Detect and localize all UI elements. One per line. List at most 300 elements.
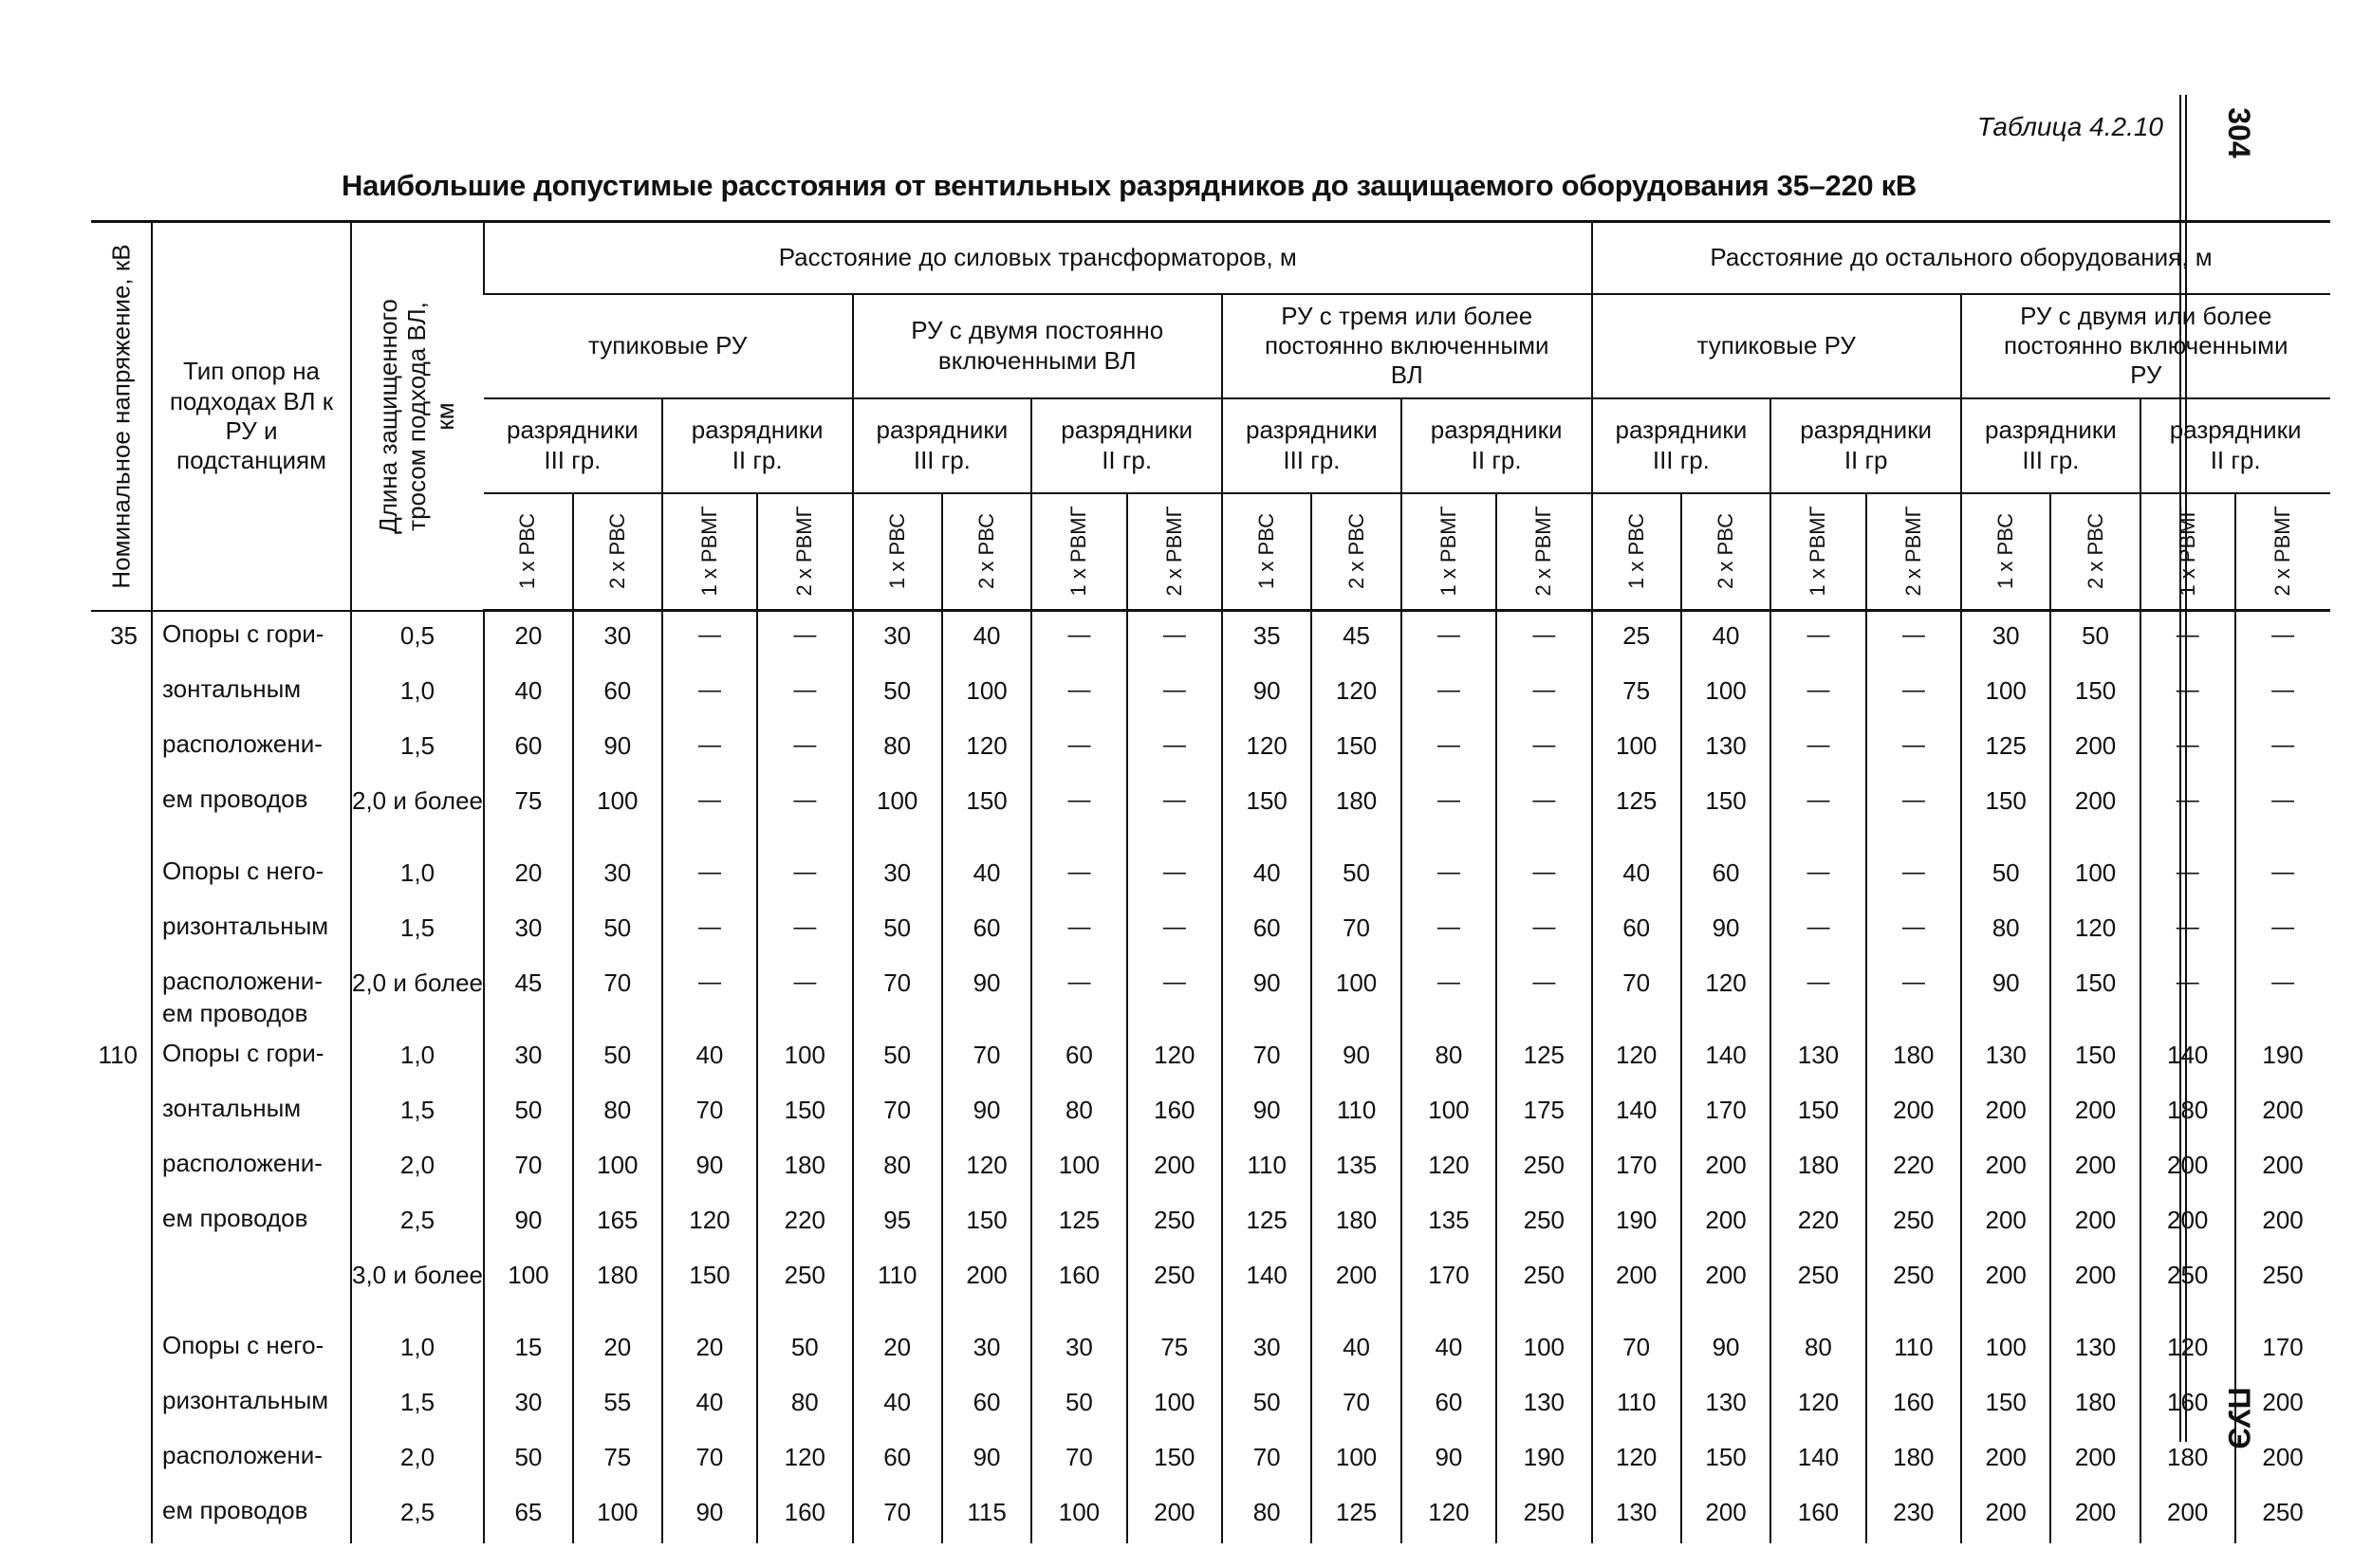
distance-cell: 70	[1222, 1031, 1311, 1086]
distance-cell: 250	[1496, 1251, 1591, 1323]
support-type-cell: ем проводов	[152, 1196, 351, 1251]
distance-cell: —	[1401, 667, 1496, 722]
distance-cell: 100	[573, 777, 662, 849]
support-type-header: Тип опор на подходах ВЛ к РУ и подстанциям	[152, 222, 351, 611]
distance-cell: —	[757, 777, 852, 849]
length-cell: 2,0 и более	[351, 959, 484, 1031]
distance-cell: 60	[942, 904, 1031, 959]
ru-two-more-header: РУ с двумя или более постоянно включенными РУ	[1961, 294, 2330, 398]
distance-cell: —	[1127, 959, 1222, 1031]
distance-cell: 45	[484, 959, 573, 1031]
distance-cell: 40	[853, 1378, 942, 1433]
distance-cell: 160	[1127, 1086, 1222, 1141]
distance-cell: 30	[484, 904, 573, 959]
distance-cell: 20	[484, 611, 573, 667]
distance-cell: 150	[1681, 777, 1770, 849]
support-type-cell: ризонтальным	[152, 904, 351, 959]
distance-cell: 90	[1222, 1086, 1311, 1141]
support-type-cell: зонтальным	[152, 667, 351, 722]
distance-cell: 95	[853, 1196, 942, 1251]
distance-cell: 125	[1496, 1031, 1591, 1086]
sub-header-2rvmg: 2 х РВМГ	[1127, 493, 1222, 611]
distance-cell: —	[2140, 959, 2235, 1031]
distance-cell: —	[1770, 611, 1865, 667]
distance-cell: 80	[1401, 1031, 1496, 1086]
distance-cell: 100	[1401, 1086, 1496, 1141]
sub-header-1rvmg: 1 х РВМГ	[1401, 493, 1496, 611]
length-cell: 1,5	[351, 904, 484, 959]
distance-cell: 70	[1592, 959, 1681, 1031]
distance-cell: 100	[573, 1141, 662, 1196]
sub-header-1rvmg: 1 х РВМГ	[1031, 493, 1126, 611]
distance-cell: 90	[942, 1086, 1031, 1141]
support-type-cell: Опоры с него-	[152, 1323, 351, 1378]
distance-cell: 40	[662, 1031, 757, 1086]
distance-cell: 50	[853, 667, 942, 722]
distance-cell: 75	[1127, 1323, 1222, 1378]
distance-cell: —	[2140, 849, 2235, 904]
distance-cell: 180	[2140, 1433, 2235, 1488]
distance-cell: 190	[1592, 1196, 1681, 1251]
distance-cell: —	[1031, 667, 1126, 722]
distance-cell: 200	[1961, 1488, 2050, 1543]
distance-cell: 150	[1961, 1378, 2050, 1433]
distance-cell: 180	[1866, 1433, 1961, 1488]
distance-cell: 20	[484, 849, 573, 904]
distance-cell: 100	[484, 1251, 573, 1323]
sub-header-1rvmg: 1 х РВМГ	[662, 493, 757, 611]
distance-cell: —	[1496, 959, 1591, 1031]
length-cell: 3,0 и более	[351, 1251, 484, 1323]
sub-header-2rvs: 2 х РВС	[1311, 493, 1400, 611]
table-row	[91, 1196, 2330, 1251]
distance-cell: 250	[1127, 1251, 1222, 1323]
distance-cell: 150	[1961, 777, 2050, 849]
distance-cell: 190	[2235, 1031, 2330, 1086]
distance-cell: —	[757, 722, 852, 777]
distance-cell: —	[1127, 849, 1222, 904]
distance-cell: 40	[942, 849, 1031, 904]
distance-cell: 60	[1401, 1378, 1496, 1433]
distance-cell: —	[1496, 777, 1591, 849]
distance-cell: 100	[1031, 1488, 1126, 1543]
distance-cell: 90	[1681, 1323, 1770, 1378]
distance-cell: —	[662, 849, 757, 904]
voltage-cell: 35	[110, 620, 138, 650]
support-type-cell: ем проводов	[152, 777, 351, 849]
distance-cell: 30	[1961, 611, 2050, 667]
arrester-group-header: разрядники III гр.	[853, 398, 1032, 493]
distance-cell: 150	[2050, 1031, 2140, 1086]
distance-cell: —	[1866, 959, 1961, 1031]
voltage-cell	[91, 1488, 152, 1543]
distance-cell: 200	[1961, 1141, 2050, 1196]
distance-cell: 90	[1681, 904, 1770, 959]
sub-header-1rvs: 1 х РВС	[484, 493, 573, 611]
length-cell: 0,5	[351, 611, 484, 667]
distance-cell: 250	[1866, 1251, 1961, 1323]
distance-cell: —	[1031, 849, 1126, 904]
distance-cell: 50	[853, 904, 942, 959]
distance-cell: 100	[853, 777, 942, 849]
distance-cell: 120	[1681, 959, 1770, 1031]
distance-cell: 30	[942, 1323, 1031, 1378]
distance-cell: 130	[1496, 1378, 1591, 1433]
distance-cell: 70	[853, 1488, 942, 1543]
distance-cell: 250	[757, 1251, 852, 1323]
distance-cell: 50	[1311, 849, 1400, 904]
voltage-cell	[91, 1323, 152, 1378]
distance-cell: —	[1496, 722, 1591, 777]
distance-cell: —	[2235, 849, 2330, 904]
distance-cell: —	[757, 904, 852, 959]
sub-header-2rvmg: 2 х РВМГ	[757, 493, 852, 611]
distance-cell: 150	[2050, 667, 2140, 722]
distance-cell: 90	[1961, 959, 2050, 1031]
distance-cell: 30	[573, 849, 662, 904]
distance-cell: 130	[1770, 1031, 1865, 1086]
voltage-cell	[91, 667, 152, 722]
distance-cell: 250	[1770, 1251, 1865, 1323]
sub-header-1rvs: 1 х РВС	[853, 493, 942, 611]
ru-three-lines-header: РУ с тремя или более постоянно включенными ВЛ	[1222, 294, 1592, 398]
distance-cell: 60	[1592, 904, 1681, 959]
distance-cell: —	[2140, 667, 2235, 722]
distance-cell: —	[662, 611, 757, 667]
distance-cell: 180	[1770, 1141, 1865, 1196]
distance-cell: 160	[1770, 1488, 1865, 1543]
distance-cell: —	[1401, 849, 1496, 904]
distance-cell: 160	[1031, 1251, 1126, 1323]
distance-cell: 250	[1496, 1141, 1591, 1196]
length-cell: 1,0	[351, 849, 484, 904]
distance-cell: 100	[1311, 959, 1400, 1031]
distance-cell: 70	[1311, 1378, 1400, 1433]
table-row	[91, 611, 2330, 667]
distance-cell: 120	[1401, 1141, 1496, 1196]
distance-cell: 100	[1961, 667, 2050, 722]
distance-cell: 170	[1681, 1086, 1770, 1141]
distance-cell: 140	[1592, 1086, 1681, 1141]
distance-cell: 40	[1401, 1323, 1496, 1378]
distance-cell: 120	[2140, 1323, 2235, 1378]
distance-cell: 125	[1961, 722, 2050, 777]
distance-cell: 90	[484, 1196, 573, 1251]
distance-cell: —	[1496, 849, 1591, 904]
distance-cell: 125	[1592, 777, 1681, 849]
distance-cell: 200	[2140, 1488, 2235, 1543]
arrester-group-header: разрядники III гр.	[1961, 398, 2140, 493]
distance-cell: 200	[2140, 1196, 2235, 1251]
voltage-cell	[91, 1141, 152, 1196]
distance-cell: 180	[1311, 1196, 1400, 1251]
distance-cell: —	[1127, 611, 1222, 667]
distance-cell: 60	[573, 667, 662, 722]
sub-header-1rvs: 1 х РВС	[1222, 493, 1311, 611]
distance-cell: 220	[1770, 1196, 1865, 1251]
distance-cell: 180	[2140, 1086, 2235, 1141]
distance-cell: —	[1770, 722, 1865, 777]
sub-header-2rvs: 2 х РВС	[573, 493, 662, 611]
length-cell: 2,5	[351, 1488, 484, 1543]
distance-cell: 65	[484, 1488, 573, 1543]
distance-cell: 200	[2050, 722, 2140, 777]
cable-length-header: Длина защищенного тросом подхода ВЛ, км	[351, 222, 484, 611]
distance-cell: 40	[662, 1378, 757, 1433]
table-body	[91, 611, 2330, 1543]
length-cell: 2,5	[351, 1196, 484, 1251]
distance-cell: —	[757, 667, 852, 722]
distance-cell: 120	[1770, 1378, 1865, 1433]
distance-cell: —	[1031, 722, 1126, 777]
distance-cell: 150	[662, 1251, 757, 1323]
distance-cell: 100	[1496, 1323, 1591, 1378]
distance-cell: 170	[2235, 1323, 2330, 1378]
distance-cell: 180	[573, 1251, 662, 1323]
distance-cell: 200	[2050, 1086, 2140, 1141]
distance-cell: 200	[1961, 1196, 2050, 1251]
distance-cell: 50	[573, 904, 662, 959]
distance-cell: 180	[1311, 777, 1400, 849]
sub-header-2rvmg: 2 х РВМГ	[1496, 493, 1591, 611]
table-row	[91, 959, 2330, 1031]
distance-cell: 55	[573, 1378, 662, 1433]
distance-cell: —	[1866, 777, 1961, 849]
distance-cell: 125	[1222, 1196, 1311, 1251]
distance-cell: 70	[853, 1086, 942, 1141]
distance-cell: —	[662, 904, 757, 959]
distance-cell: 150	[1681, 1433, 1770, 1488]
distance-cell: 110	[1311, 1086, 1400, 1141]
voltage-cell	[91, 1196, 152, 1251]
distance-cell: 110	[1222, 1141, 1311, 1196]
distance-cell: —	[1770, 904, 1865, 959]
table-row	[91, 1488, 2330, 1543]
distance-cell: 20	[573, 1323, 662, 1378]
distance-cell: —	[757, 959, 852, 1031]
distance-cell: 130	[1961, 1031, 2050, 1086]
distance-cell: —	[1496, 611, 1591, 667]
ru-two-lines-header: РУ с двумя постоянно включенными ВЛ	[853, 294, 1223, 398]
distance-cell: 170	[1401, 1251, 1496, 1323]
distance-cell: 115	[942, 1488, 1031, 1543]
distance-cell: 200	[1681, 1488, 1770, 1543]
distance-cell: 90	[573, 722, 662, 777]
sub-header-2rvmg: 2 х РВМГ	[2235, 493, 2330, 611]
distance-cell: 120	[1127, 1031, 1222, 1086]
distance-cell: 100	[1127, 1378, 1222, 1433]
arrester-group-header: разрядники III гр.	[1592, 398, 1771, 493]
distance-cell: 110	[1866, 1323, 1961, 1378]
distance-cell: 40	[484, 667, 573, 722]
distance-cell: 40	[1222, 849, 1311, 904]
distance-cell: 120	[1592, 1031, 1681, 1086]
distance-cell: 20	[853, 1323, 942, 1378]
distance-cell: 60	[1222, 904, 1311, 959]
support-type-cell: ризонтальным	[152, 1378, 351, 1433]
distance-cell: —	[1866, 611, 1961, 667]
distance-cell: 80	[1961, 904, 2050, 959]
distance-cell: 150	[1222, 777, 1311, 849]
distance-cell: —	[1770, 777, 1865, 849]
distance-cell: 90	[1222, 959, 1311, 1031]
distances-table	[91, 220, 2330, 1543]
distance-cell: 30	[853, 849, 942, 904]
distance-cell: 180	[2050, 1378, 2140, 1433]
distance-cell: 200	[2235, 1196, 2330, 1251]
distance-cell: 160	[2140, 1378, 2235, 1433]
sub-header-1rvs: 1 х РВС	[1592, 493, 1681, 611]
distance-cell: 180	[757, 1141, 852, 1196]
distance-cell: 75	[573, 1433, 662, 1488]
distance-cell: 140	[1222, 1251, 1311, 1323]
support-type-cell: расположени-	[152, 722, 351, 777]
distance-cell: 40	[1311, 1323, 1400, 1378]
table-row	[91, 849, 2330, 904]
table-header	[91, 222, 2330, 611]
distance-cell: —	[1866, 722, 1961, 777]
arrester-group-header: разрядники III гр.	[484, 398, 662, 493]
distance-cell: 165	[573, 1196, 662, 1251]
distance-cell: 140	[1770, 1433, 1865, 1488]
distance-cell: 120	[942, 722, 1031, 777]
distance-cell: —	[1401, 722, 1496, 777]
distance-cell: —	[1127, 667, 1222, 722]
distance-cell: 120	[942, 1141, 1031, 1196]
table-row	[91, 722, 2330, 777]
distance-cell: 80	[757, 1378, 852, 1433]
distance-cell: 140	[1681, 1031, 1770, 1086]
distance-cell: —	[1496, 904, 1591, 959]
distance-cell: 125	[1311, 1488, 1400, 1543]
distance-cell: 230	[1866, 1488, 1961, 1543]
distance-cell: —	[1401, 959, 1496, 1031]
distance-cell: 200	[942, 1251, 1031, 1323]
distance-cell: 250	[2235, 1488, 2330, 1543]
distance-cell: 75	[1592, 667, 1681, 722]
distance-cell: 90	[1311, 1031, 1400, 1086]
distance-cell: 40	[1681, 611, 1770, 667]
distance-cell: 30	[484, 1378, 573, 1433]
distance-cell: 200	[2235, 1378, 2330, 1433]
distance-cell: 75	[484, 777, 573, 849]
distance-cell: 100	[2050, 849, 2140, 904]
distance-cell: 250	[2140, 1251, 2235, 1323]
table-row	[91, 1031, 2330, 1086]
distance-cell: 200	[2235, 1086, 2330, 1141]
distance-cell: 30	[1031, 1323, 1126, 1378]
arrester-group-header: разрядники II гр.	[2140, 398, 2330, 493]
length-cell: 1,0	[351, 1323, 484, 1378]
distance-cell: —	[2235, 777, 2330, 849]
distance-cell: 50	[1961, 849, 2050, 904]
distance-cell: 180	[1866, 1031, 1961, 1086]
distance-cell: 250	[2235, 1251, 2330, 1323]
distance-cell: 130	[1681, 1378, 1770, 1433]
voltage-cell	[91, 1086, 152, 1141]
distance-cell: 200	[1592, 1251, 1681, 1323]
table-label: Таблица 4.2.10	[1976, 112, 2163, 141]
distance-cell: 100	[573, 1488, 662, 1543]
distance-cell: 70	[1592, 1323, 1681, 1378]
distance-cell: 50	[757, 1323, 852, 1378]
distance-cell: 70	[484, 1141, 573, 1196]
voltage-cell	[91, 1251, 152, 1323]
distance-cell: 200	[1681, 1196, 1770, 1251]
distance-cell: —	[757, 849, 852, 904]
voltage-cell	[91, 722, 152, 777]
book-mark: ПУЭ	[2222, 1387, 2256, 1449]
distance-cell: 70	[573, 959, 662, 1031]
sub-header-2rvs: 2 х РВС	[2050, 493, 2140, 611]
support-type-cell: зонтальным	[152, 1086, 351, 1141]
distance-cell: 200	[2050, 1196, 2140, 1251]
distance-cell: 70	[1222, 1433, 1311, 1488]
distance-cell: —	[2140, 777, 2235, 849]
distance-cell: 200	[2050, 777, 2140, 849]
distance-cell: 200	[2050, 1251, 2140, 1323]
distance-cell: —	[1770, 667, 1865, 722]
distance-cell: 110	[853, 1251, 942, 1323]
distance-cell: 30	[484, 1031, 573, 1086]
sub-header-1rvs: 1 х РВС	[1961, 493, 2050, 611]
distance-cell: —	[662, 667, 757, 722]
length-cell: 1,0	[351, 667, 484, 722]
sub-header-2rvs: 2 х РВС	[1681, 493, 1770, 611]
distance-cell: 120	[1222, 722, 1311, 777]
ru-tupikovye-header: тупиковые РУ	[484, 294, 853, 398]
distance-cell: —	[1127, 722, 1222, 777]
distance-cell: 50	[484, 1433, 573, 1488]
distance-cell: —	[1127, 904, 1222, 959]
distance-cell: —	[1496, 667, 1591, 722]
distance-cell: 110	[1592, 1378, 1681, 1433]
distance-cell: 30	[573, 611, 662, 667]
distance-cell: —	[1031, 611, 1126, 667]
distance-cell: 200	[1681, 1251, 1770, 1323]
transformers-group-header: Расстояние до силовых трансформаторов, м	[484, 222, 1592, 294]
table-title: Наибольшие допустимые расстояния от вентильных разрядников до защищаемого оборудования 35–220 кВ	[342, 169, 1917, 202]
distance-cell: 150	[1770, 1086, 1865, 1141]
page-number: 304	[2222, 107, 2256, 158]
distance-cell: 15	[484, 1323, 573, 1378]
support-type-cell	[152, 1251, 351, 1323]
arrester-group-header: разрядники II гр	[1770, 398, 1961, 493]
distance-cell: 200	[2050, 1488, 2140, 1543]
distance-cell: 60	[942, 1378, 1031, 1433]
distance-cell: 20	[662, 1323, 757, 1378]
distance-cell: 120	[1592, 1433, 1681, 1488]
distance-cell: 150	[942, 1196, 1031, 1251]
voltage-cell	[91, 1378, 152, 1433]
distance-cell: 50	[853, 1031, 942, 1086]
support-type-cell: Опоры с гори-	[152, 1031, 351, 1086]
length-cell: 2,0	[351, 1433, 484, 1488]
distance-cell: —	[2140, 611, 2235, 667]
distance-cell: 30	[1222, 1323, 1311, 1378]
distance-cell: —	[1770, 959, 1865, 1031]
distance-cell: —	[1770, 849, 1865, 904]
distance-cell: 70	[1311, 904, 1400, 959]
distance-cell: 120	[1311, 667, 1400, 722]
distance-cell: —	[2140, 722, 2235, 777]
length-cell: 1,5	[351, 722, 484, 777]
distance-cell: 150	[1311, 722, 1400, 777]
distance-cell: 25	[1592, 611, 1681, 667]
distance-cell: 100	[1961, 1323, 2050, 1378]
distance-cell: —	[2235, 667, 2330, 722]
distance-cell: 125	[1031, 1196, 1126, 1251]
